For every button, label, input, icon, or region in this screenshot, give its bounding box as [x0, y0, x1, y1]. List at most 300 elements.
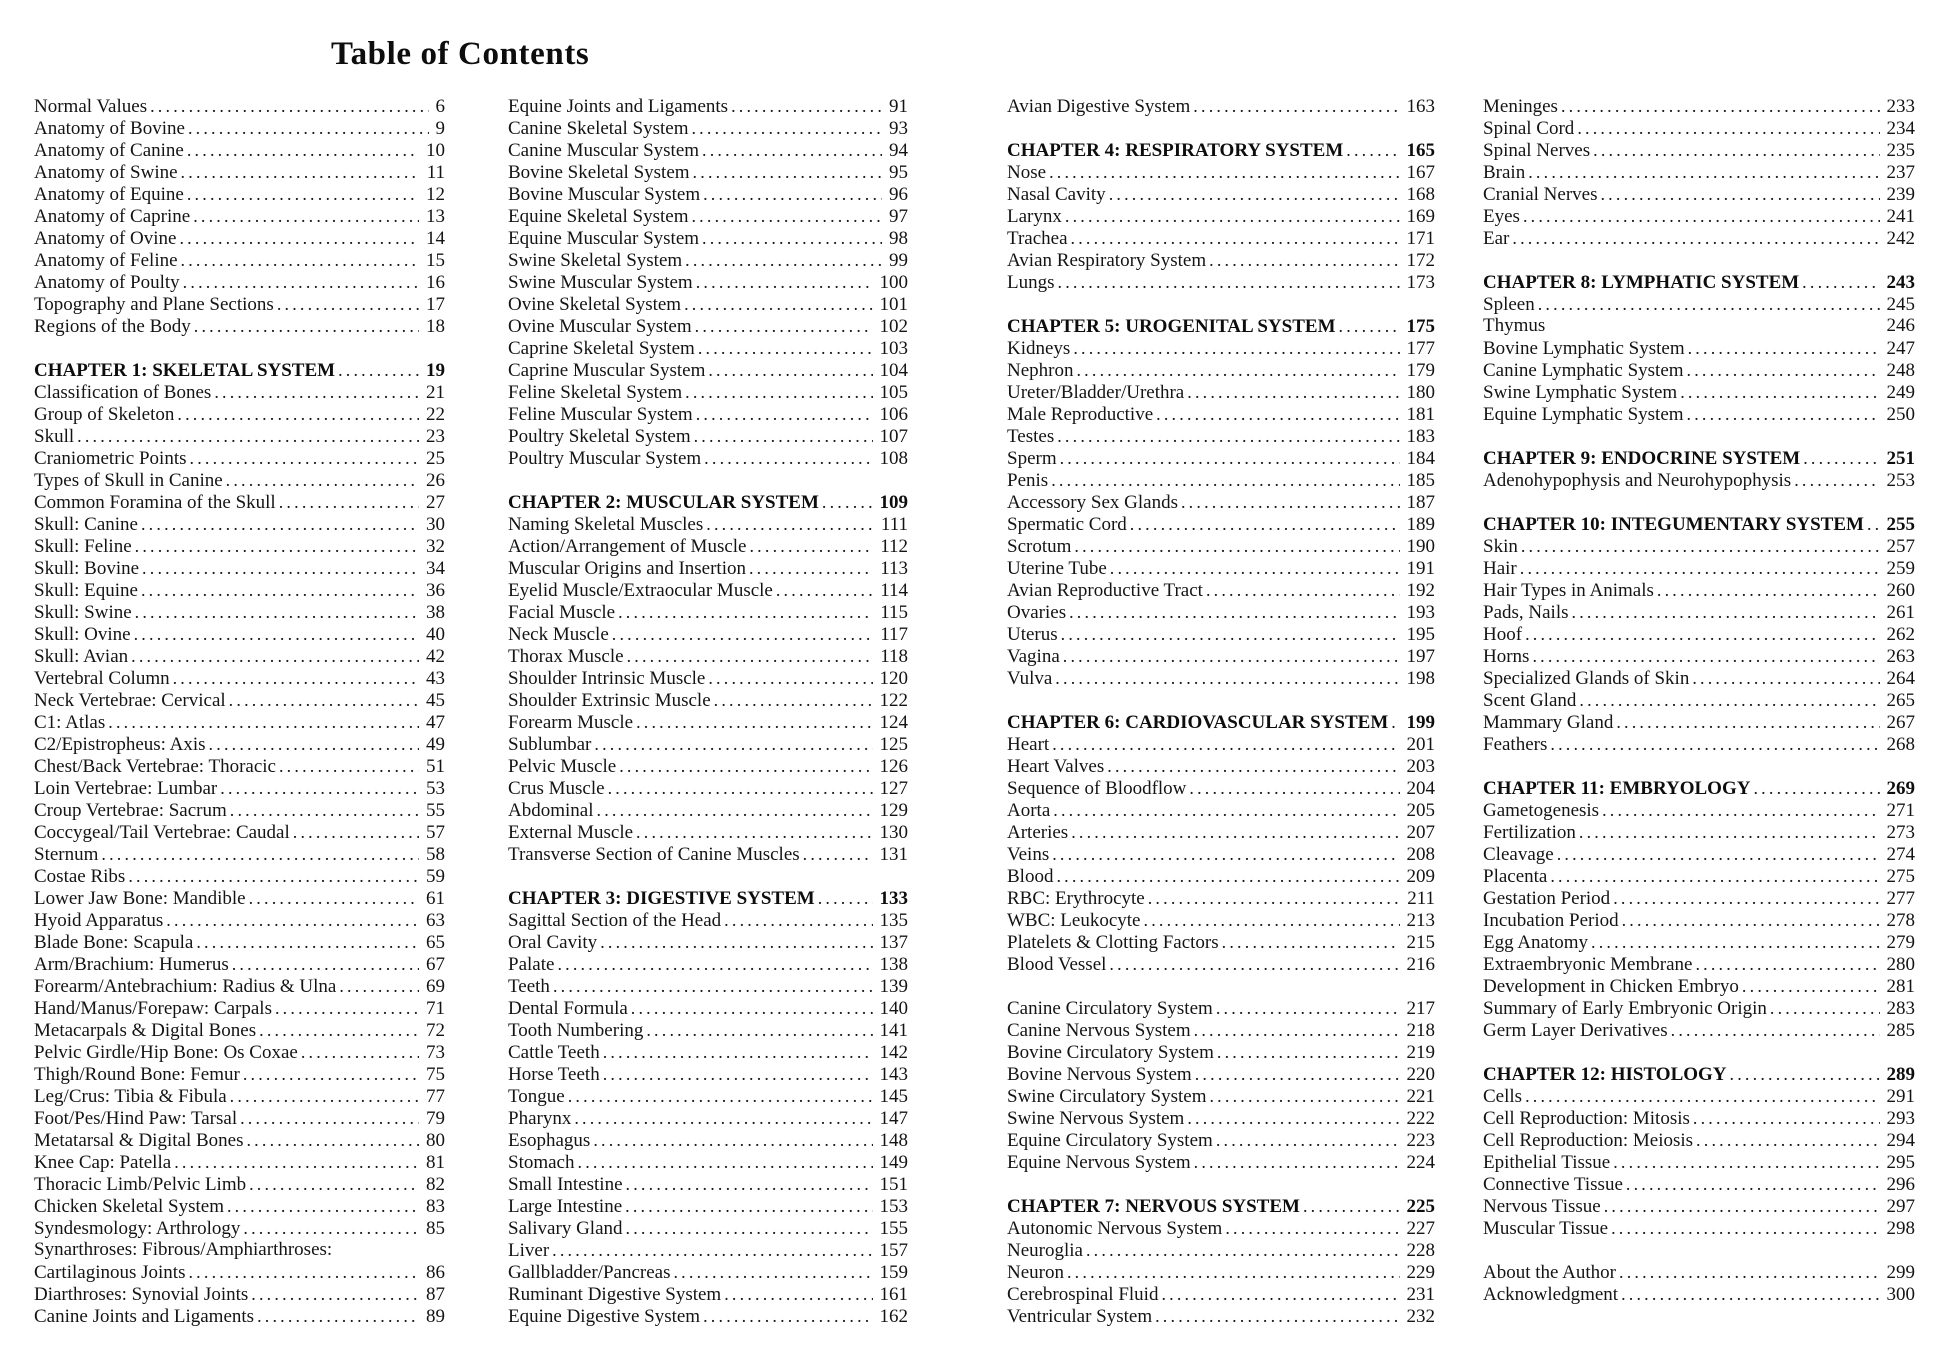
- dot-leader: [627, 645, 874, 667]
- entry-title: Platelets & Clotting Factors: [1007, 932, 1219, 953]
- toc-entry: [1007, 557, 1435, 579]
- dot-leader: [603, 1041, 873, 1063]
- toc-entry: [508, 315, 908, 337]
- page-number: 93: [889, 118, 908, 139]
- page-number: 237: [1886, 162, 1915, 183]
- toc-entry: [508, 711, 908, 733]
- page-number: 243: [1886, 272, 1915, 293]
- page-number: 151: [879, 1174, 908, 1195]
- toc-entry: [34, 1085, 445, 1107]
- page-number: 105: [879, 382, 908, 403]
- dot-leader: [1339, 315, 1400, 337]
- dot-leader: [135, 535, 419, 557]
- toc-entry: [1483, 1217, 1915, 1239]
- toc-entry: [508, 161, 908, 183]
- page-number: 85: [426, 1218, 445, 1239]
- toc-entry: [1483, 843, 1915, 865]
- page-number: 300: [1886, 1284, 1915, 1305]
- page-number: 264: [1886, 668, 1915, 689]
- dot-leader: [338, 359, 419, 381]
- dot-leader: [597, 799, 873, 821]
- toc-entry: [34, 403, 445, 425]
- dot-leader: [1613, 1151, 1879, 1173]
- dot-leader: [1109, 183, 1400, 205]
- toc-entry: [508, 843, 908, 865]
- dot-leader: [695, 315, 873, 337]
- dot-leader: [1057, 425, 1399, 447]
- entry-title: Vulva: [1007, 668, 1053, 689]
- page-number: 187: [1406, 492, 1435, 513]
- page-number: 297: [1886, 1196, 1915, 1217]
- toc-entry: [34, 1063, 445, 1085]
- page-number: 130: [879, 822, 908, 843]
- entry-title: Scent Gland: [1483, 690, 1577, 711]
- page-number: 169: [1406, 206, 1435, 227]
- page-number: 106: [879, 404, 908, 425]
- entry-title: Nose: [1007, 162, 1047, 183]
- toc-entry: [34, 1129, 445, 1151]
- dot-leader: [1520, 557, 1880, 579]
- page-number: 263: [1886, 646, 1915, 667]
- toc-entry: [34, 1019, 445, 1041]
- toc-entry: [1483, 293, 1915, 315]
- page-number: 223: [1406, 1130, 1435, 1151]
- toc-entry: [508, 293, 908, 315]
- dot-leader: [600, 931, 872, 953]
- page-number: 109: [879, 492, 908, 513]
- page-number: 140: [879, 998, 908, 1019]
- page-number: 211: [1407, 888, 1435, 909]
- page-number: 97: [889, 206, 908, 227]
- column-gap: [1007, 117, 1435, 139]
- dot-leader: [209, 733, 419, 755]
- dot-leader: [1193, 95, 1399, 117]
- dot-leader: [190, 447, 419, 469]
- dot-leader: [1209, 1085, 1399, 1107]
- page-number: 248: [1886, 360, 1915, 381]
- entry-title: Dental Formula: [508, 998, 628, 1019]
- page-number: 283: [1886, 998, 1915, 1019]
- page-number: 277: [1886, 888, 1915, 909]
- column-gap: [1483, 425, 1915, 447]
- toc-entry: [34, 777, 445, 799]
- entry-title: Foot/Pes/Hind Paw: Tarsal: [34, 1108, 238, 1129]
- toc-entry: [34, 469, 445, 491]
- dot-leader: [1206, 579, 1400, 601]
- toc-entry: [508, 381, 908, 403]
- page-number: 9: [435, 118, 445, 139]
- page-number: 298: [1886, 1218, 1915, 1239]
- entry-title: Epithelial Tissue: [1483, 1152, 1611, 1173]
- page-number: 99: [889, 250, 908, 271]
- toc-entry: [1007, 447, 1435, 469]
- page-number: 253: [1886, 470, 1915, 491]
- toc-entry: [34, 799, 445, 821]
- page-number: 267: [1886, 712, 1915, 733]
- dot-leader: [594, 733, 872, 755]
- page-number: 199: [1406, 712, 1435, 733]
- dot-leader: [220, 777, 419, 799]
- toc-entry: [1007, 1283, 1435, 1305]
- dot-leader: [776, 579, 873, 601]
- toc-entry: [508, 403, 908, 425]
- dot-leader: [702, 139, 882, 161]
- toc-entry: [1007, 645, 1435, 667]
- page-number: 190: [1406, 536, 1435, 557]
- toc-entry: [1007, 1041, 1435, 1063]
- toc-entry: [1007, 1239, 1435, 1261]
- toc-entry: [508, 821, 908, 843]
- toc-entry: [34, 667, 445, 689]
- toc-entry: [1007, 95, 1435, 117]
- dot-leader: [187, 183, 419, 205]
- page-number: 293: [1886, 1108, 1915, 1129]
- dot-leader: [1144, 909, 1400, 931]
- toc-entry: [1483, 1261, 1915, 1283]
- dot-leader: [1687, 403, 1880, 425]
- dot-leader: [187, 139, 419, 161]
- entry-title: Brain: [1483, 162, 1526, 183]
- dot-leader: [1063, 645, 1400, 667]
- toc-entry: [34, 601, 445, 623]
- toc-chapter-entry: [508, 491, 908, 513]
- page-number: 148: [879, 1130, 908, 1151]
- dot-leader: [1110, 557, 1400, 579]
- entry-title: Kidneys: [1007, 338, 1071, 359]
- entry-title: Fertilization: [1483, 822, 1576, 843]
- dot-leader: [1069, 601, 1399, 623]
- dot-leader: [553, 975, 873, 997]
- page-number: 167: [1406, 162, 1435, 183]
- entry-title: Swine Skeletal System: [508, 250, 683, 271]
- dot-leader: [1194, 1019, 1400, 1041]
- toc-entry: [34, 997, 445, 1019]
- toc-column-3: [1007, 95, 1435, 1327]
- dot-leader: [249, 1173, 419, 1195]
- entry-title: Uterine Tube: [1007, 558, 1107, 579]
- toc-entry: [1007, 887, 1435, 909]
- page-number: 83: [426, 1196, 445, 1217]
- dot-leader: [1695, 953, 1879, 975]
- dot-leader: [1528, 161, 1879, 183]
- toc-entry: [34, 1173, 445, 1195]
- toc-entry: [508, 1173, 908, 1195]
- dot-leader: [193, 205, 419, 227]
- toc-entry: [1483, 469, 1915, 491]
- page-number: 233: [1886, 96, 1915, 117]
- dot-leader: [1600, 183, 1879, 205]
- toc-entry: [508, 425, 908, 447]
- page-number: 32: [426, 536, 445, 557]
- dot-leader: [246, 1129, 419, 1151]
- entry-title: Canine Nervous System: [1007, 1020, 1191, 1041]
- page-number: 126: [879, 756, 908, 777]
- entry-title: Stomach: [508, 1152, 575, 1173]
- entry-title: Metacarpals & Digital Bones: [34, 1020, 257, 1041]
- toc-entry: [34, 1041, 445, 1063]
- dot-leader: [749, 535, 873, 557]
- toc-entry: [1007, 909, 1435, 931]
- toc-entry: [34, 1151, 445, 1173]
- dot-leader: [230, 1085, 419, 1107]
- page-number: 274: [1886, 844, 1915, 865]
- entry-title: Palate: [508, 954, 555, 975]
- page-number: 294: [1886, 1130, 1915, 1151]
- page-number: 112: [880, 536, 908, 557]
- dot-leader: [1187, 381, 1399, 403]
- dot-leader: [1802, 271, 1879, 293]
- page-number: 259: [1886, 558, 1915, 579]
- toc-entry: [508, 975, 908, 997]
- toc-entry: [1007, 1063, 1435, 1085]
- dot-leader: [1194, 1151, 1400, 1173]
- entry-title: Nasal Cavity: [1007, 184, 1106, 205]
- entry-title: Anatomy of Feline: [34, 250, 178, 271]
- page-number: 57: [426, 822, 445, 843]
- entry-title: Pads, Nails: [1483, 602, 1569, 623]
- dot-leader: [1523, 205, 1880, 227]
- entry-title: Shoulder Extrinsic Muscle: [508, 690, 711, 711]
- entry-title: Cartilaginous Joints: [34, 1262, 186, 1283]
- dot-leader: [608, 777, 873, 799]
- entry-title: Egg Anatomy: [1483, 932, 1589, 953]
- entry-title: Sternum: [34, 844, 99, 865]
- page-number: 115: [880, 602, 908, 623]
- page-number: 16: [426, 272, 445, 293]
- entry-title: Male Reproductive: [1007, 404, 1154, 425]
- entry-title: Neck Vertebrae: Cervical: [34, 690, 226, 711]
- entry-title: Feathers: [1483, 734, 1548, 755]
- toc-entry: [1007, 733, 1435, 755]
- entry-title: Ovine Muscular System: [508, 316, 692, 337]
- toc-entry: [1007, 425, 1435, 447]
- dot-leader: [1161, 1283, 1399, 1305]
- page-number: 260: [1886, 580, 1915, 601]
- page-number: 30: [426, 514, 445, 535]
- dot-leader: [626, 1217, 873, 1239]
- entry-title: Germ Layer Derivatives: [1483, 1020, 1668, 1041]
- dot-leader: [1187, 1107, 1399, 1129]
- page-number: 195: [1406, 624, 1435, 645]
- toc-entry: [508, 1261, 908, 1283]
- entry-title: Anatomy of Swine: [34, 162, 178, 183]
- page-number: 19: [426, 360, 445, 381]
- toc-entry: [34, 1283, 445, 1305]
- page-number: 42: [426, 646, 445, 667]
- dot-leader: [636, 711, 872, 733]
- entry-title: Normal Values: [34, 96, 148, 117]
- dot-leader: [1049, 161, 1399, 183]
- page-number: 75: [426, 1064, 445, 1085]
- page-number: 273: [1886, 822, 1915, 843]
- toc-entry: [1007, 1305, 1435, 1327]
- toc-entry: [1007, 161, 1435, 183]
- toc-entry: [34, 1261, 445, 1283]
- dot-leader: [1052, 733, 1399, 755]
- entry-title: Ruminant Digestive System: [508, 1284, 722, 1305]
- entry-title: Equine Joints and Ligaments: [508, 96, 729, 117]
- page-number: 51: [426, 756, 445, 777]
- toc-entry: [508, 645, 908, 667]
- page-number: 225: [1406, 1196, 1435, 1217]
- dot-leader: [691, 205, 882, 227]
- page-number: 155: [879, 1218, 908, 1239]
- entry-title: Sagittal Section of the Head: [508, 910, 722, 931]
- page-number: 137: [879, 932, 908, 953]
- entry-title: Mammary Gland: [1483, 712, 1614, 733]
- entry-title: Facial Muscle: [508, 602, 616, 623]
- page-number: 138: [879, 954, 908, 975]
- toc-entry: [508, 535, 908, 557]
- dot-leader: [1803, 447, 1879, 469]
- dot-leader: [1538, 293, 1880, 315]
- page-number: 265: [1886, 690, 1915, 711]
- toc-entry: [1007, 667, 1435, 689]
- toc-entry: [34, 931, 445, 953]
- entry-title: Incubation Period: [1483, 910, 1619, 931]
- entry-title: Horns: [1483, 646, 1530, 667]
- dot-leader: [249, 887, 419, 909]
- page-number: 65: [426, 932, 445, 953]
- dot-leader: [243, 1063, 419, 1085]
- dot-leader: [275, 997, 419, 1019]
- entry-title: Gestation Period: [1483, 888, 1611, 909]
- dot-leader: [128, 865, 419, 887]
- entry-title: Caprine Muscular System: [508, 360, 706, 381]
- entry-title: Penis: [1007, 470, 1049, 491]
- toc-entry: [1007, 271, 1435, 293]
- entry-title: CHAPTER 3: DIGESTIVE SYSTEM: [508, 888, 815, 909]
- entry-title: C1: Atlas: [34, 712, 106, 733]
- dot-leader: [183, 271, 419, 293]
- entry-title: Feline Skeletal System: [508, 382, 683, 403]
- entry-title: CHAPTER 7: NERVOUS SYSTEM: [1007, 1196, 1300, 1217]
- dot-leader: [626, 1173, 873, 1195]
- entry-title: Poultry Muscular System: [508, 448, 702, 469]
- entry-title: CHAPTER 12: HISTOLOGY: [1483, 1064, 1727, 1085]
- dot-leader: [134, 623, 419, 645]
- entry-title: Equine Muscular System: [508, 228, 700, 249]
- entry-title: Knee Cap: Patella: [34, 1152, 172, 1173]
- page-number: 247: [1886, 338, 1915, 359]
- toc-entry: [508, 1041, 908, 1063]
- entry-title: Arm/Brachium: Humerus: [34, 954, 229, 975]
- page-number: 27: [426, 492, 445, 513]
- entry-title: Equine Circulatory System: [1007, 1130, 1213, 1151]
- entry-title: Action/Arrangement of Muscle: [508, 536, 747, 557]
- page-number: 227: [1406, 1218, 1435, 1239]
- entry-title: Gallbladder/Pancreas: [508, 1262, 671, 1283]
- column-gap: [1007, 975, 1435, 997]
- entry-title: Lower Jaw Bone: Mandible: [34, 888, 246, 909]
- toc-entry: [34, 755, 445, 777]
- entry-title: Pharynx: [508, 1108, 572, 1129]
- toc-entry: [34, 1305, 445, 1327]
- entry-title: Anatomy of Canine: [34, 140, 184, 161]
- dot-leader: [1155, 1305, 1399, 1327]
- entry-title: Ovaries: [1007, 602, 1067, 623]
- page-number: 17: [426, 294, 445, 315]
- entry-title: Nephron: [1007, 360, 1074, 381]
- dot-leader: [568, 1085, 873, 1107]
- page-number: 45: [426, 690, 445, 711]
- entry-title: Pelvic Muscle: [508, 756, 617, 777]
- page-number: 228: [1406, 1240, 1435, 1261]
- toc-entry: [34, 733, 445, 755]
- entry-title: Lungs: [1007, 272, 1055, 293]
- toc-entry: [34, 535, 445, 557]
- dot-leader: [232, 953, 419, 975]
- dot-leader: [226, 469, 419, 491]
- column-gap: [1483, 491, 1915, 513]
- toc-entry: [1483, 535, 1915, 557]
- entry-title: C2/Epistropheus: Axis: [34, 734, 206, 755]
- toc-entry: [34, 183, 445, 205]
- toc-entry: [1483, 1019, 1915, 1041]
- entry-title: Cells: [1483, 1086, 1523, 1107]
- page-number: 175: [1406, 316, 1435, 337]
- toc-entry: [1007, 821, 1435, 843]
- page-number: 271: [1886, 800, 1915, 821]
- page-number: 268: [1886, 734, 1915, 755]
- page-number: 280: [1886, 954, 1915, 975]
- toc-entry: [1007, 183, 1435, 205]
- page-number: 86: [426, 1262, 445, 1283]
- toc-entry: [34, 579, 445, 601]
- toc-entry: [34, 95, 445, 117]
- dot-leader: [279, 491, 419, 513]
- dot-leader: [1073, 337, 1399, 359]
- toc-entry: [508, 1283, 908, 1305]
- page-number: 67: [426, 954, 445, 975]
- page-number: 245: [1886, 294, 1915, 315]
- toc-entry: [1007, 491, 1435, 513]
- dot-leader: [1303, 1195, 1400, 1217]
- toc-entry: [508, 227, 908, 249]
- dot-leader: [1867, 513, 1880, 535]
- toc-entry: [1007, 337, 1435, 359]
- dot-leader: [339, 975, 419, 997]
- page-number: 183: [1406, 426, 1435, 447]
- entry-title: Blade Bone: Scapula: [34, 932, 194, 953]
- toc-entry: [508, 1151, 908, 1173]
- page-number: 204: [1406, 778, 1435, 799]
- entry-title: Poultry Skeletal System: [508, 426, 691, 447]
- toc-entry: [1007, 381, 1435, 403]
- entry-title: Vagina: [1007, 646, 1060, 667]
- toc-entry: [508, 95, 908, 117]
- dot-leader: [1067, 1261, 1400, 1283]
- toc-column-4: [1483, 95, 1915, 1305]
- entry-title: Syndesmology: Arthrology: [34, 1218, 241, 1239]
- page-number: 73: [426, 1042, 445, 1063]
- entry-title: Canine Circulatory System: [1007, 998, 1213, 1019]
- toc-entry: [1007, 1151, 1435, 1173]
- page-number: 21: [426, 382, 445, 403]
- page-number: 177: [1406, 338, 1435, 359]
- toc-entry: [34, 249, 445, 271]
- entry-title: Accessory Sex Glands: [1007, 492, 1178, 513]
- entry-title: Neuron: [1007, 1262, 1064, 1283]
- page-number: 299: [1886, 1262, 1915, 1283]
- dot-leader: [1076, 359, 1399, 381]
- page-number: 168: [1406, 184, 1435, 205]
- toc-chapter-entry: [508, 887, 908, 909]
- page-number: 89: [426, 1306, 445, 1327]
- page-number: 296: [1886, 1174, 1915, 1195]
- dot-leader: [1109, 953, 1399, 975]
- dot-leader: [703, 183, 882, 205]
